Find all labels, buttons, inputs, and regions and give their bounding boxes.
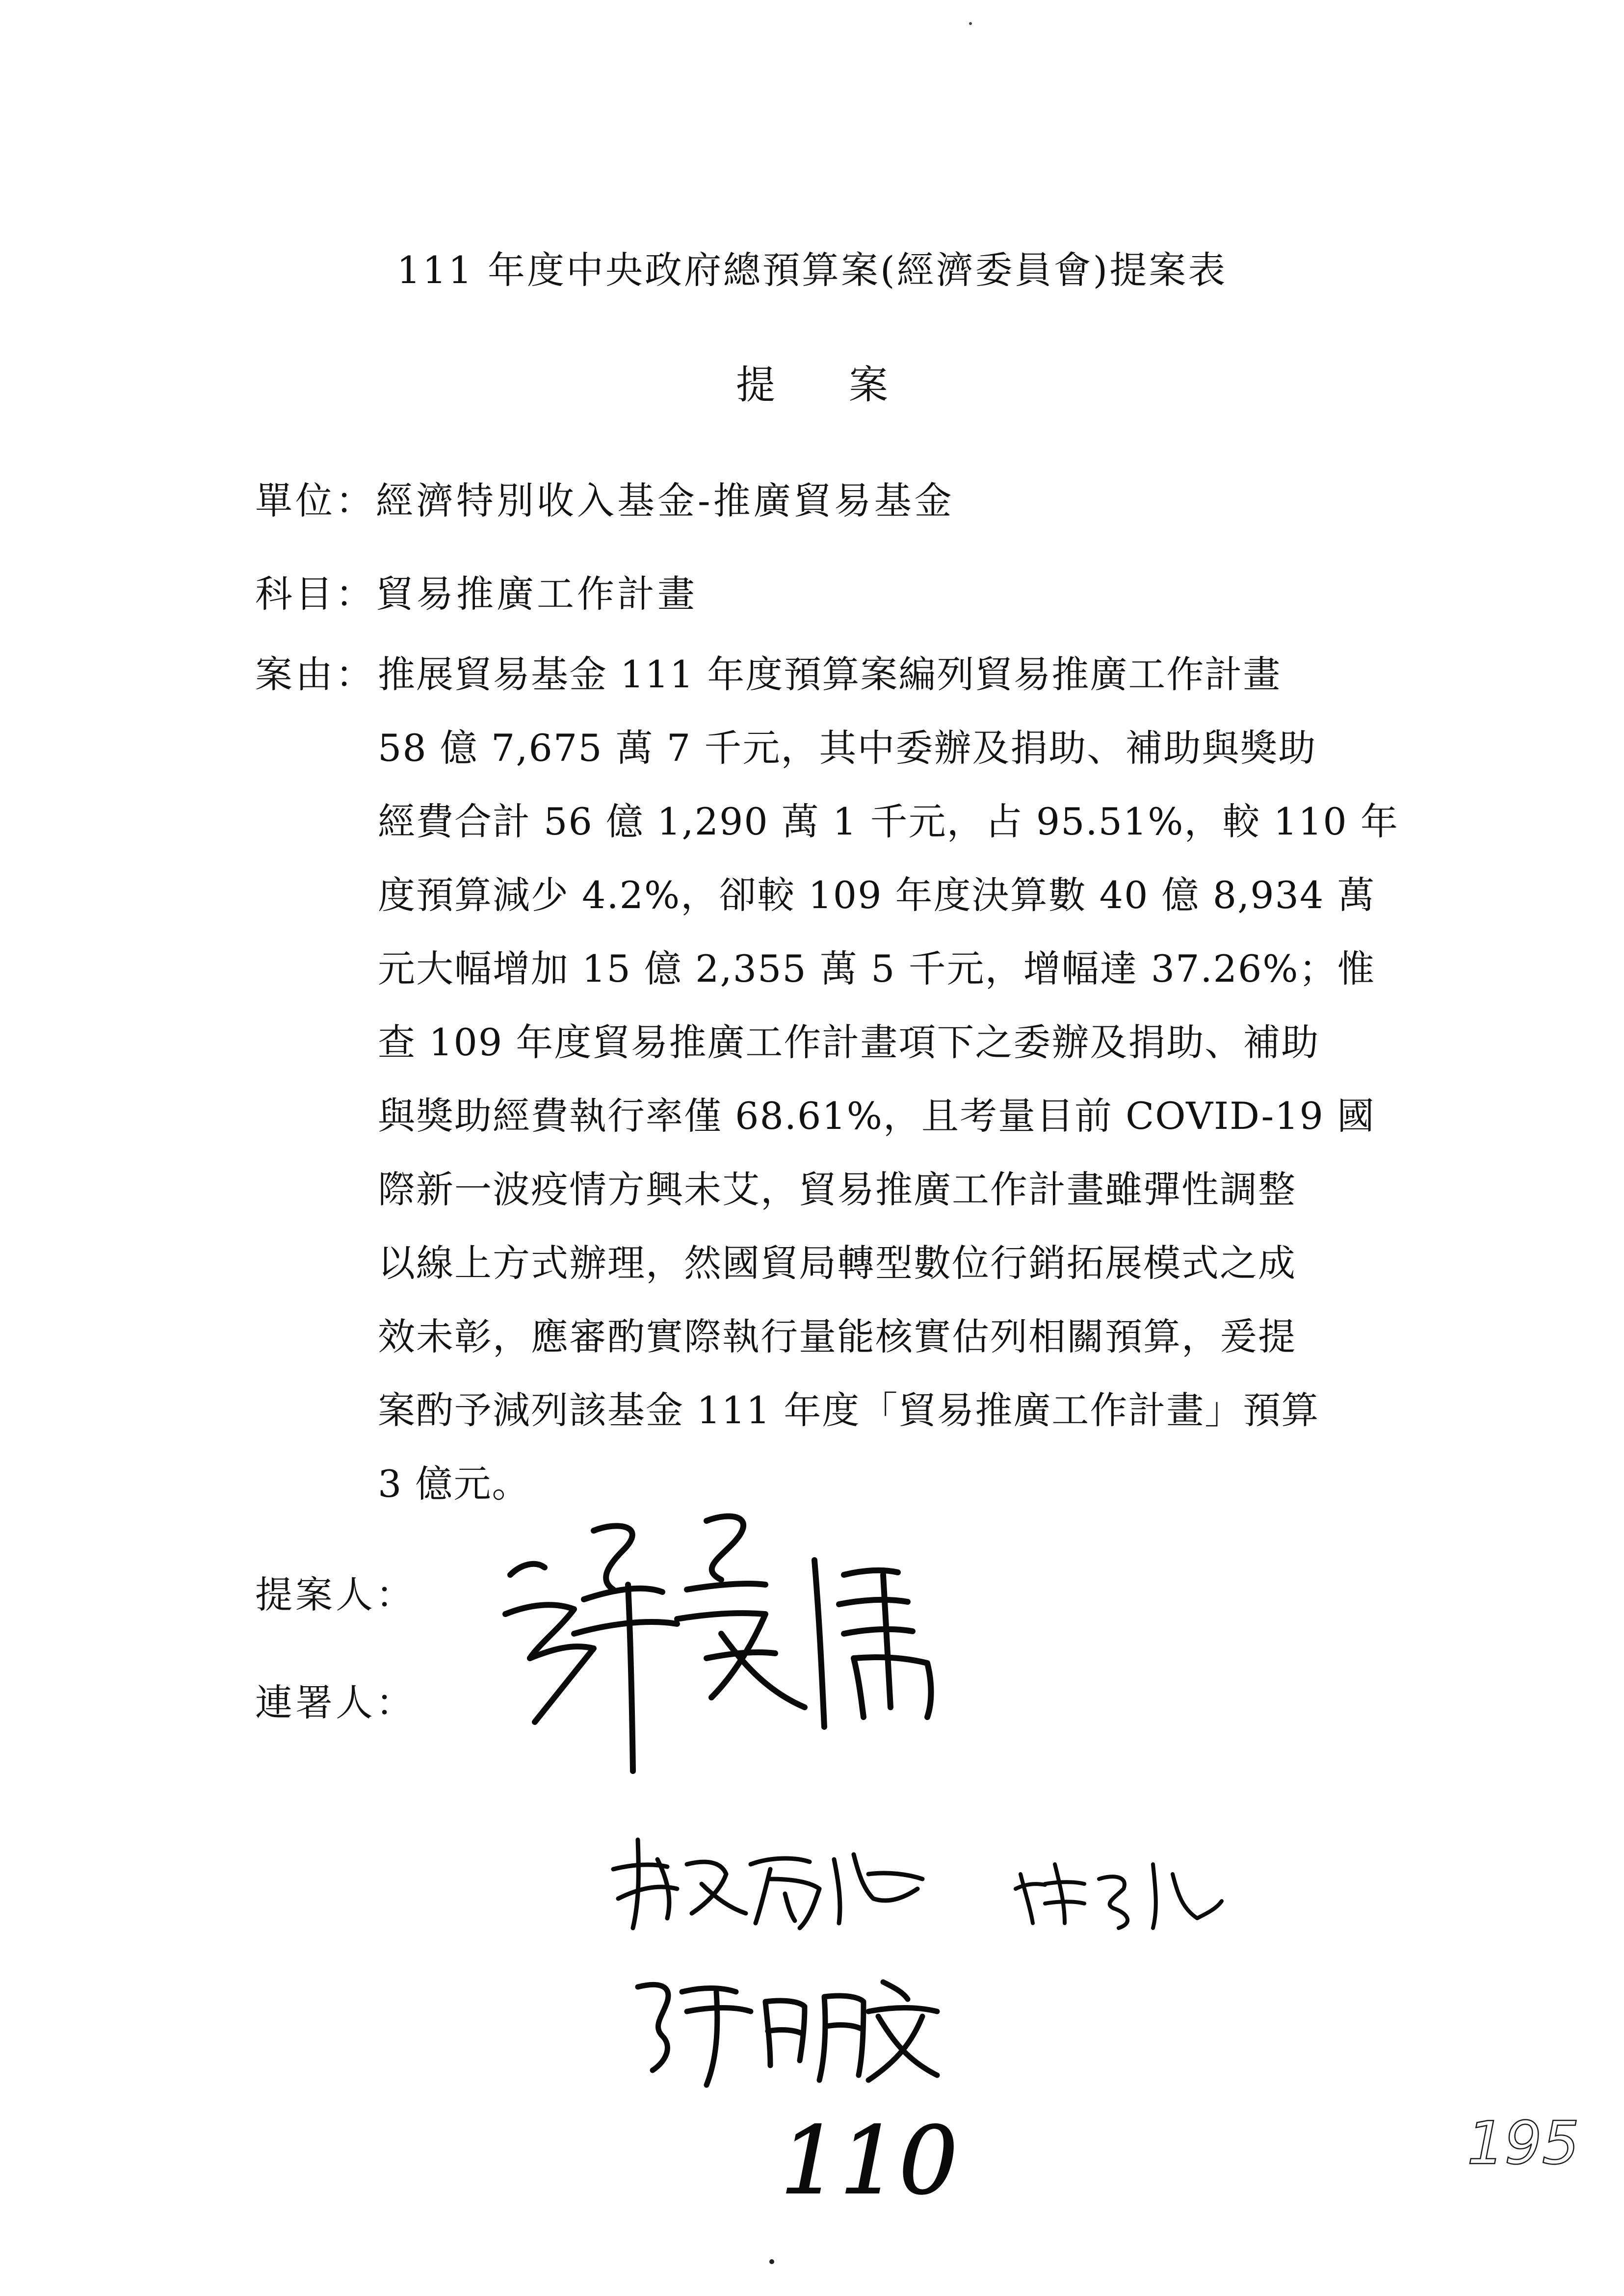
reason-line: 查 109 年度貿易推廣工作計畫項下之委辦及捐助、補助 xyxy=(378,1020,1320,1064)
reason-line: 元大幅增加 15 億 2,355 萬 5 千元，增幅達 37.26%；惟 xyxy=(378,947,1376,991)
scan-speck xyxy=(969,22,972,25)
unit-field xyxy=(255,471,955,524)
document-subtitle: 提案 xyxy=(736,362,962,408)
subject-label: 科目： xyxy=(255,572,376,616)
document-title: 111 年度中央政府總預算案(經濟委員會)提案表 xyxy=(396,248,1228,292)
reason-line: 推展貿易基金 111 年度預算案編列貿易推廣工作計畫 xyxy=(378,652,1282,696)
reason-line: 際新一波疫情方興未艾，貿易推廣工作計畫雖彈性調整 xyxy=(378,1168,1296,1211)
unit-label: 單位： xyxy=(255,479,376,522)
cosigner-signature xyxy=(1011,1854,1227,1933)
reason-line: 以線上方式辦理，然國貿局轉型數位行銷拓展模式之成 xyxy=(378,1241,1296,1285)
subject-value: 貿易推廣工作計畫 xyxy=(376,572,698,616)
proposer-signature xyxy=(500,1511,971,1786)
reason-line: 與獎助經費執行率僅 68.61%，且考量目前 COVID-19 國 xyxy=(378,1094,1376,1138)
handwritten-count-text: 110 xyxy=(780,2107,958,2213)
reason-text xyxy=(378,638,1433,1521)
reason-line: 經費合計 56 億 1,290 萬 1 千元，占 95.51%，較 110 年 xyxy=(378,800,1399,843)
reason-label: 案由： xyxy=(255,652,376,696)
handwritten-count xyxy=(775,2105,981,2213)
unit-value: 經濟特別收入基金-推廣貿易基金 xyxy=(376,479,955,522)
subject-field xyxy=(255,564,698,618)
reason-line: 58 億 7,675 萬 7 千元，其中委辦及捐助、補助與獎助 xyxy=(378,726,1317,770)
page-number xyxy=(1462,2110,1609,2178)
cosigner-signature xyxy=(603,1830,957,1938)
proposer-label: 提案人： xyxy=(255,1573,416,1617)
reason-line: 度預算減少 4.2%，卻較 109 年度決算數 40 億 8,934 萬 xyxy=(378,873,1376,917)
reason-line: 案酌予減列該基金 111 年度「貿易推廣工作計畫」預算 xyxy=(378,1388,1320,1432)
reason-line: 效未彰，應審酌實際執行量能核實估列相關預算，爰提 xyxy=(378,1315,1296,1358)
cosigner-signature xyxy=(628,1972,942,2095)
cosigner-label: 連署人： xyxy=(255,1681,416,1724)
reason-line: 3 億元。 xyxy=(378,1462,530,1506)
page-number-text: 195 xyxy=(1467,2110,1580,2178)
scan-speck xyxy=(769,2259,774,2264)
